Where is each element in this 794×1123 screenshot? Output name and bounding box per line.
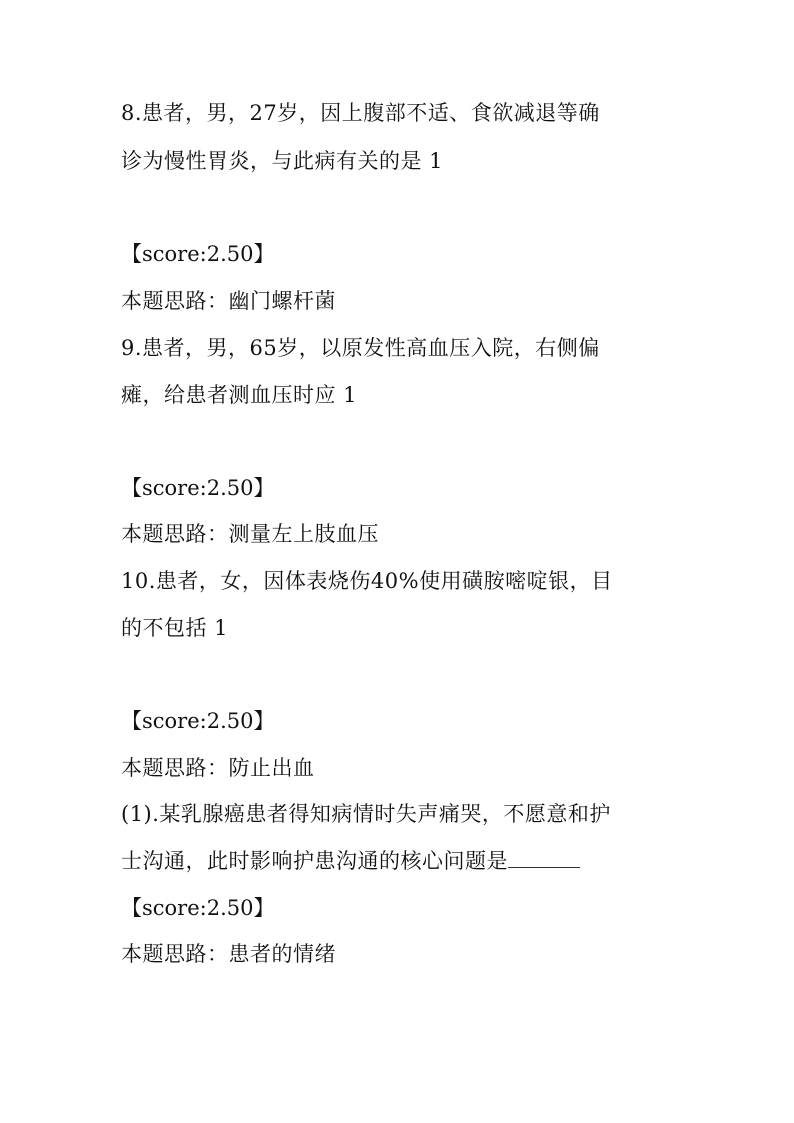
question-8-stem-line1: 8.患者，男，27岁，因上腹部不适、食欲减退等确 — [121, 101, 600, 125]
question-10-stem-line1: 10.患者，女，因体表烧伤40%使用磺胺嘧啶银，目 — [121, 569, 613, 593]
subquestion-1-stem-line2 — [121, 846, 580, 876]
question-8-stem-line2: 诊为慢性胃炎，与此病有关的是 1 — [121, 149, 444, 173]
question-9-answer: 本题思路：测量左上肢血压 — [121, 522, 379, 546]
question-10-score: 【score:2.50】 — [121, 709, 275, 733]
question-8-score: 【score:2.50】 — [121, 242, 275, 266]
question-10-answer: 本题思路：防止出血 — [121, 756, 315, 780]
subquestion-1-stem-text: 士沟通，此时影响护患沟通的核心问题是 — [121, 849, 508, 873]
subquestion-1-answer: 本题思路：患者的情绪 — [121, 942, 336, 966]
subquestion-1-score: 【score:2.50】 — [121, 896, 275, 920]
question-9-stem-line1: 9.患者，男，65岁，以原发性高血压入院，右侧偏 — [121, 336, 600, 360]
question-8-answer: 本题思路：幽门螺杆菌 — [121, 289, 336, 313]
question-9-score: 【score:2.50】 — [121, 476, 275, 500]
question-10-stem-line2: 的不包括 1 — [121, 616, 229, 640]
answer-blank — [508, 849, 580, 868]
question-9-stem-line2: 瘫，给患者测血压时应 1 — [121, 383, 358, 407]
subquestion-1-stem-line1: (1).某乳腺癌患者得知病情时失声痛哭，不愿意和护 — [121, 802, 611, 826]
